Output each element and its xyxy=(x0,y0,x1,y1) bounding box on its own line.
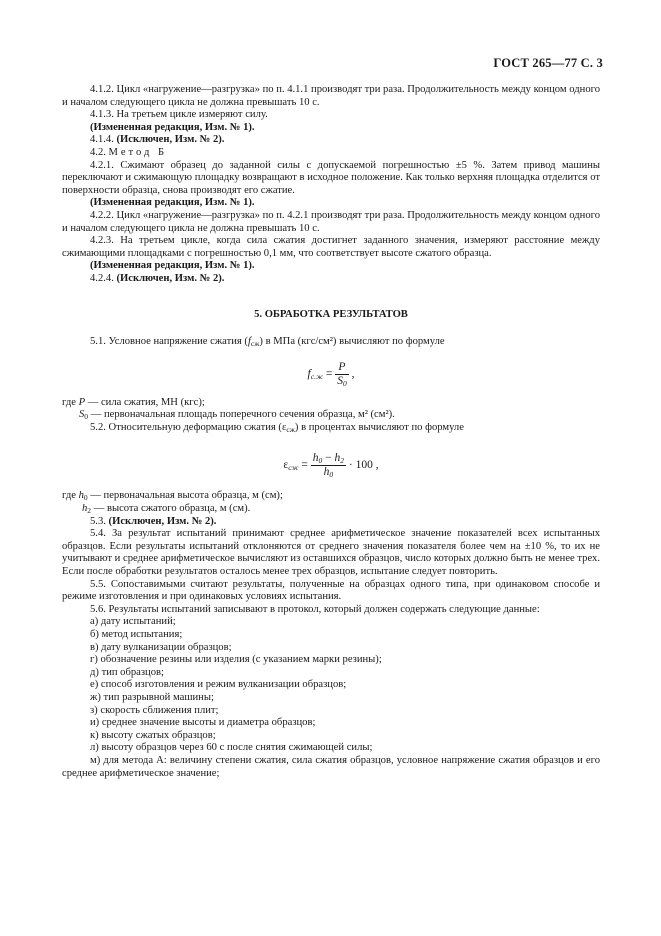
excluded-note: (Исключен, Изм. № 2). xyxy=(116,272,225,284)
definition-S0: $S_0$ — первоначальная площадь поперечного сечения образца, м² (см²). xyxy=(79,409,395,422)
document-body xyxy=(62,84,600,780)
paragraph-4-1-2: 4.1.2. Цикл «нагружение—разгрузка» по п. 4.1.1 производят три раза. Продолжительность между концом одного и началом следующего цикла не должна превышать 10 с. xyxy=(62,84,600,108)
formula-compression-stress: $f_{с.ж}$ = $\frac{P}{S_0}$ , xyxy=(307,360,355,388)
paragraph-4-2-3: 4.2.3. На третьем цикле, когда сила сжатия достигнет заданного значения, измеряют расстояние между сжимающими площадками с погрешностью 0,1 мм, что соответствует высоте сжатого образца. xyxy=(62,235,600,259)
paragraph-4-1-4 xyxy=(62,134,600,147)
clause-number: 5.3. xyxy=(90,515,106,527)
paragraph-5-6: 5.6. Результаты испытаний записывают в протокол, который должен содержать следующие данные: xyxy=(90,603,540,615)
definition-h0: где $h_0$ — первоначальная высота образца, м (см); xyxy=(62,490,283,503)
formula-relative-deformation: $\varepsilon_{сж}$ = $\frac{h_0 - h_2}{h_0}$ · 100 , xyxy=(283,452,379,480)
paragraph-5-2: 5.2. Относительную деформацию сжатия $(\varepsilon_{сж})$ в процентах вычисляют по формуле xyxy=(90,421,464,434)
list-item: и) среднее значение высоты и диаметра образцов; xyxy=(90,717,316,729)
list-item: м) для метода А: величину степени сжатия, сила сжатия образцов, условное напряжение сжатия образцов и его среднее арифметическое значение; xyxy=(62,754,600,779)
paragraph-4-2-2: 4.2.2. Цикл «нагружение—разгрузка» по п. 4.2.1 производят три раза. Продолжительность между концом одного и началом следующего цикла не должна превышать 10 с. xyxy=(62,209,600,234)
protocol-list xyxy=(62,616,600,780)
paragraph-4-2 xyxy=(62,147,600,160)
paragraph-5-5: 5.5. Сопоставимыми считают результаты, полученные на образцах одного типа, при одинаковом способе и режиме изготовления и при одинаковых условиях испытания. xyxy=(62,578,600,603)
list-item: з) скорость сближения плит; xyxy=(90,704,219,716)
definition-h2: $h_2$ — высота сжатого образца, м (см). xyxy=(82,503,251,516)
paragraph-4-2-1: 4.2.1. Сжимают образец до заданной силы с допускаемой погрешностью ±5 %. Затем привод машины переключают и сжимающую площадку возвращают в исходное положение. Как только верхняя площадка отделится от поверхности образца, снова производят его сжатие. xyxy=(62,159,600,196)
section-heading: 5. ОБРАБОТКА РЕЗУЛЬТАТОВ xyxy=(254,308,408,320)
paragraph-5-3 xyxy=(62,516,600,529)
revision-note: (Измененная редакция, Изм. № 1). xyxy=(90,197,255,209)
clause-number: 4.1.4. xyxy=(90,134,114,146)
excluded-note: (Исключен, Изм. № 2). xyxy=(116,134,225,146)
list-item: л) высоту образцов через 60 с после снятия сжимающей силы; xyxy=(90,742,373,754)
list-item: в) дату вулканизации образцов; xyxy=(90,641,232,653)
definition-P: где P — сила сжатия, МН (кгс); xyxy=(62,396,205,408)
clause-number: 4.2. xyxy=(90,146,106,158)
clause-number: 4.2.4. xyxy=(90,272,114,284)
list-item: д) тип образцов; xyxy=(90,666,164,678)
excluded-note: (Исключен, Изм. № 2). xyxy=(108,515,217,527)
list-item: к) высоту сжатых образцов; xyxy=(90,729,216,741)
paragraph-5-1: 5.1. Условное напряжение сжатия $(f_{сж})$ в МПа (кгс/см²) вычисляют по формуле xyxy=(90,336,445,349)
paragraph-5-4: 5.4. За результат испытаний принимают среднее арифметическое значение показателей всех испытанных образцов. Если результаты испытаний отклоняются от среднего значения показателя более чем на ±10 %, то их не учитывают и среднее арифметическое вычисляют из оставшихся образцов, число которых должно быть не менее трех. Если после обработки результатов осталось менее трех образцов, испытание следует повторить. xyxy=(62,528,600,578)
list-item: е) способ изготовления и режим вулканизации образцов; xyxy=(90,679,347,691)
paragraph-4-1-3: 4.1.3. На третьем цикле измеряют силу. xyxy=(90,109,268,121)
list-item: ж) тип разрывной машины; xyxy=(90,691,214,703)
list-item: а) дату испытаний; xyxy=(90,616,176,628)
fraction: $\frac{h_0 - h_2}{h_0}$ xyxy=(312,452,344,480)
list-item: г) обозначение резины или изделия (с указанием марки резины); xyxy=(90,654,382,666)
method-title: Метод Б xyxy=(108,146,168,158)
list-item: б) метод испытания; xyxy=(90,629,183,640)
revision-note: (Измененная редакция, Изм. № 1). xyxy=(90,121,255,133)
paragraph-4-2-4 xyxy=(62,273,600,286)
fraction: $\frac{P}{S_0}$ xyxy=(337,360,347,388)
revision-note: (Измененная редакция, Изм. № 1). xyxy=(90,260,255,272)
page-header: ГОСТ 265—77 С. 3 xyxy=(493,56,603,70)
